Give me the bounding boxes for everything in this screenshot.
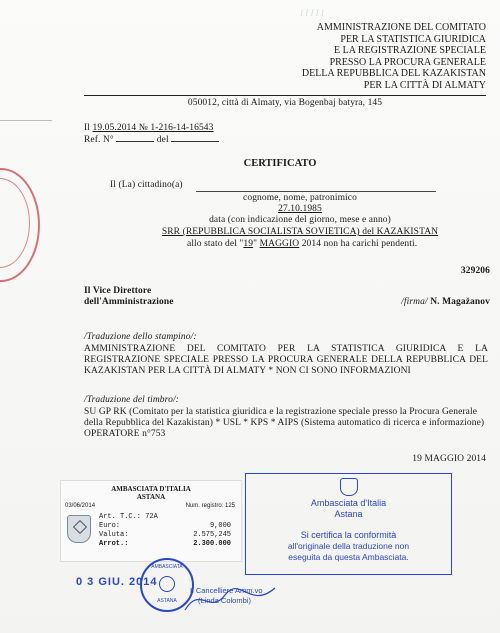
document-date: 19 MAGGIO 2014 [412, 454, 486, 464]
signer-role-1: Il Vice Direttore [84, 286, 152, 296]
italy-emblem-small-icon [340, 478, 358, 496]
page-edge-fold [0, 90, 52, 121]
status-month: MAGGIO [259, 239, 300, 249]
blue-stamp-line-5: eseguita da questa Ambasciata. [288, 552, 409, 562]
header-rule [84, 95, 486, 96]
blue-stamp-line-2: Astana [334, 509, 363, 519]
certificate-number: 329206 [460, 266, 490, 276]
round-seal-bottom-text: ASTANA [157, 598, 177, 604]
round-seal-top-text: AMBASCIATA [151, 564, 183, 570]
ref-line [84, 135, 384, 146]
italy-emblem-icon [67, 515, 91, 543]
sticker-row3-label: Arrot.: [99, 540, 129, 548]
birth-date: 27.10.1985 [278, 204, 322, 214]
embassy-certification-stamp [245, 473, 452, 575]
status-day: 19 [243, 239, 254, 249]
status-line [187, 239, 487, 250]
blue-stamp-line-4: all'originale della traduzione non [287, 541, 410, 551]
date-caption: data (con indicazione del giorno, mese e anno) [209, 215, 391, 225]
blue-stamp-line-1: Ambasciata d'Italia [310, 498, 387, 508]
certificate-title: CERTIFICATO [243, 158, 317, 169]
status-prefix: allo stato del " [187, 239, 244, 249]
sticker-row1-label: Euro: [99, 522, 121, 530]
signer-role-2: dell'Amministrazione [84, 297, 174, 307]
issuer-address: 050012, città di Almaty, via Bogenbaj batyra, 145 [187, 98, 383, 108]
name-caption: cognome, nome, patronimico [243, 193, 357, 203]
status-mid: " [253, 239, 260, 249]
embassy-fee-sticker [60, 480, 242, 562]
issuer-line-6: PER LA CITTÀ DI ALMATY [363, 79, 486, 91]
issuer-header [186, 22, 486, 92]
issuer-line-4: PRESSO LA PROCURA GENERALE [329, 56, 486, 68]
handwritten-signature [180, 580, 280, 620]
sticker-row2-value: 2.575,245 [193, 531, 231, 539]
sticker-register: Num. registro: 125 [185, 503, 235, 509]
stamp-translation-text: AMMINISTRAZIONE DEL COMITATO PER LA STATISTICA GIURIDICA E LA REGISTRAZIONE SPECIALE PRESSO LA PROCURA GENERALE DELLA REPUBBLICA DEL KAZAKISTAN PER LA CITTÀ DI ALMATY * NON CI SONO INFORMAZIONI [84, 344, 488, 376]
citizen-name-line [196, 191, 436, 192]
reference-value: 19.05.2014 № 1-216-14-16543 [92, 123, 214, 133]
sticker-title-1: AMBASCIATA D'ITALIA [111, 485, 191, 493]
chancellor-title: Il Cancelliere Amm.vo [190, 586, 263, 595]
stamp-translation-heading: /Traduzione dello stampino/: [84, 332, 197, 342]
signature-line [330, 297, 490, 308]
issuer-line-2: PER LA STATISTICA GIURIDICA [340, 33, 486, 45]
status-suffix: 2014 non ha carichi pendenti. [299, 239, 418, 249]
blue-stamp-line-3: Si certifica la conformità [300, 530, 397, 540]
issuer-line-3: E LA REGISTRAZIONE SPECIALE [334, 45, 486, 57]
signer-name: N. Magažanov [427, 297, 490, 307]
seal-translation-heading: /Traduzione del timbro/: [84, 395, 179, 405]
bleed-through-text: Ӏ Ӏ Ӏ Ӏ Ӏ [300, 8, 324, 18]
sticker-row2-label: Valuta: [99, 531, 129, 539]
reference-prefix: Il [84, 123, 91, 133]
chancellor-name: (Linda Colombi) [198, 596, 251, 605]
date-received-stamp: 0 3 GIU. 2014 [76, 576, 158, 588]
sticker-title-2: ASTANA [136, 493, 166, 501]
sticker-date: 03/06/2014 [65, 503, 96, 509]
sticker-row1-value: 9,000 [209, 522, 231, 530]
ref-prefix: Ref. N° [84, 135, 114, 145]
ref-mid: del [156, 135, 169, 145]
sticker-row3-value: 2.300.000 [193, 540, 231, 548]
firma-label: /firma/ [401, 297, 428, 307]
citizen-label: Il (La) cittadino(a) [110, 180, 183, 190]
ref-blank-1 [116, 141, 154, 142]
ref-blank-2 [171, 141, 219, 142]
star-emblem-icon [159, 576, 175, 592]
seal-translation-text: SU GP RK (Comitato per la statistica giuridica e la registrazione speciale presso la Procura Generale della Repubblica del Kazakistan) * USL * KPS * AIPS (Sistema automatico di ricerca e informazione) OPERATORE n°753 [84, 407, 485, 439]
sticker-art: Art. T.C.: 72A [99, 513, 158, 521]
reference-number [84, 123, 384, 134]
issuer-line-1: AMMINISTRAZIONE DEL COMITATO [316, 22, 486, 33]
birthplace-republic: SRR (REPUBBLICA SOCIALISTA SOVIETICA) del KAZAKISTAN [161, 227, 439, 237]
issuer-line-5: DELLA REPUBBLICA DEL KAZAKISTAN [301, 68, 486, 80]
